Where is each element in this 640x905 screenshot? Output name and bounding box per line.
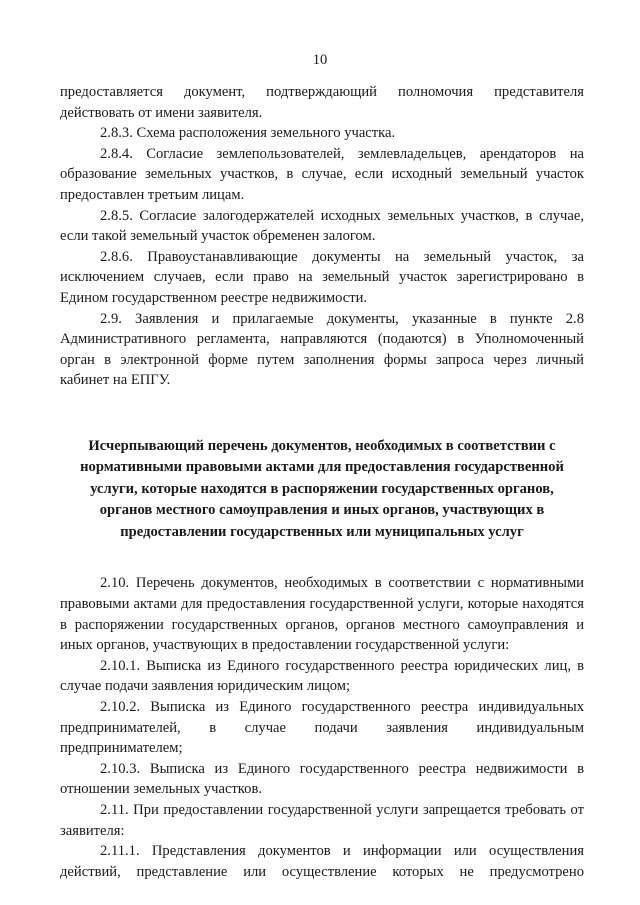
paragraph: 2.10. Перечень документов, необходимых в соответствии с нормативными правовыми актами для предоставления государственной услуги, которые находятся в распоряжении государственных органов, органов местного самоуправления и иных органов, участвующих в предоставлении государственной услуги: xyxy=(60,575,584,654)
paragraph: 2.10.1. Выписка из Единого государственного реестра юридических лиц, в случае подачи заявления юридическим лицом; xyxy=(60,657,584,695)
paragraph: 2.8.5. Согласие залогодержателей исходных земельных участков, в случае, если такой земельный участок обременен залогом. xyxy=(60,207,584,245)
section-heading: Исчерпывающий перечень документов, необходимых в соответствии с нормативными правовыми актами для предоставления государственной услуги, которые находятся в распоряжении государственных органов, органов местного самоуправления и иных органов, участвующих в предоставлении государственных или муниципальных услуг xyxy=(80,437,564,540)
paragraph: 2.11.1. Представления документов и информации или осуществления действий, представление или осуществление которых не предусмотрено xyxy=(60,843,584,880)
paragraph: 2.9. Заявления и прилагаемые документы, указанные в пункте 2.8 Административного регламента, направляются (подаются) в Уполномоченный орган в электронной форме путем заполнения формы запроса через личный кабинет на ЕПГУ. xyxy=(60,310,584,389)
document-body xyxy=(60,82,584,882)
paragraph: 2.8.4. Согласие землепользователей, землевладельцев, арендаторов на образование земельных участков, в случае, если исходный земельный участок предоставлен третьим лицам. xyxy=(60,145,584,203)
paragraph: предоставляется документ, подтверждающий полномочия представителя действовать от имени заявителя. xyxy=(60,84,584,121)
paragraph: 2.10.3. Выписка из Единого государственного реестра недвижимости в отношении земельных участков. xyxy=(60,760,584,798)
paragraph: 2.10.2. Выписка из Единого государственного реестра индивидуальных предпринимателей, в случае подачи заявления индивидуальным предпринимателем; xyxy=(60,698,584,757)
paragraph: 2.8.6. Правоустанавливающие документы на земельный участок, за исключением случаев, если право на земельный участок зарегистрировано в Едином государственном реестре недвижимости. xyxy=(60,248,584,306)
paragraph: 2.8.3. Схема расположения земельного участка. xyxy=(100,125,396,142)
page-number: 10 xyxy=(312,52,328,68)
paragraph: 2.11. При предоставлении государственной услуги запрещается требовать от заявителя: xyxy=(60,801,584,839)
